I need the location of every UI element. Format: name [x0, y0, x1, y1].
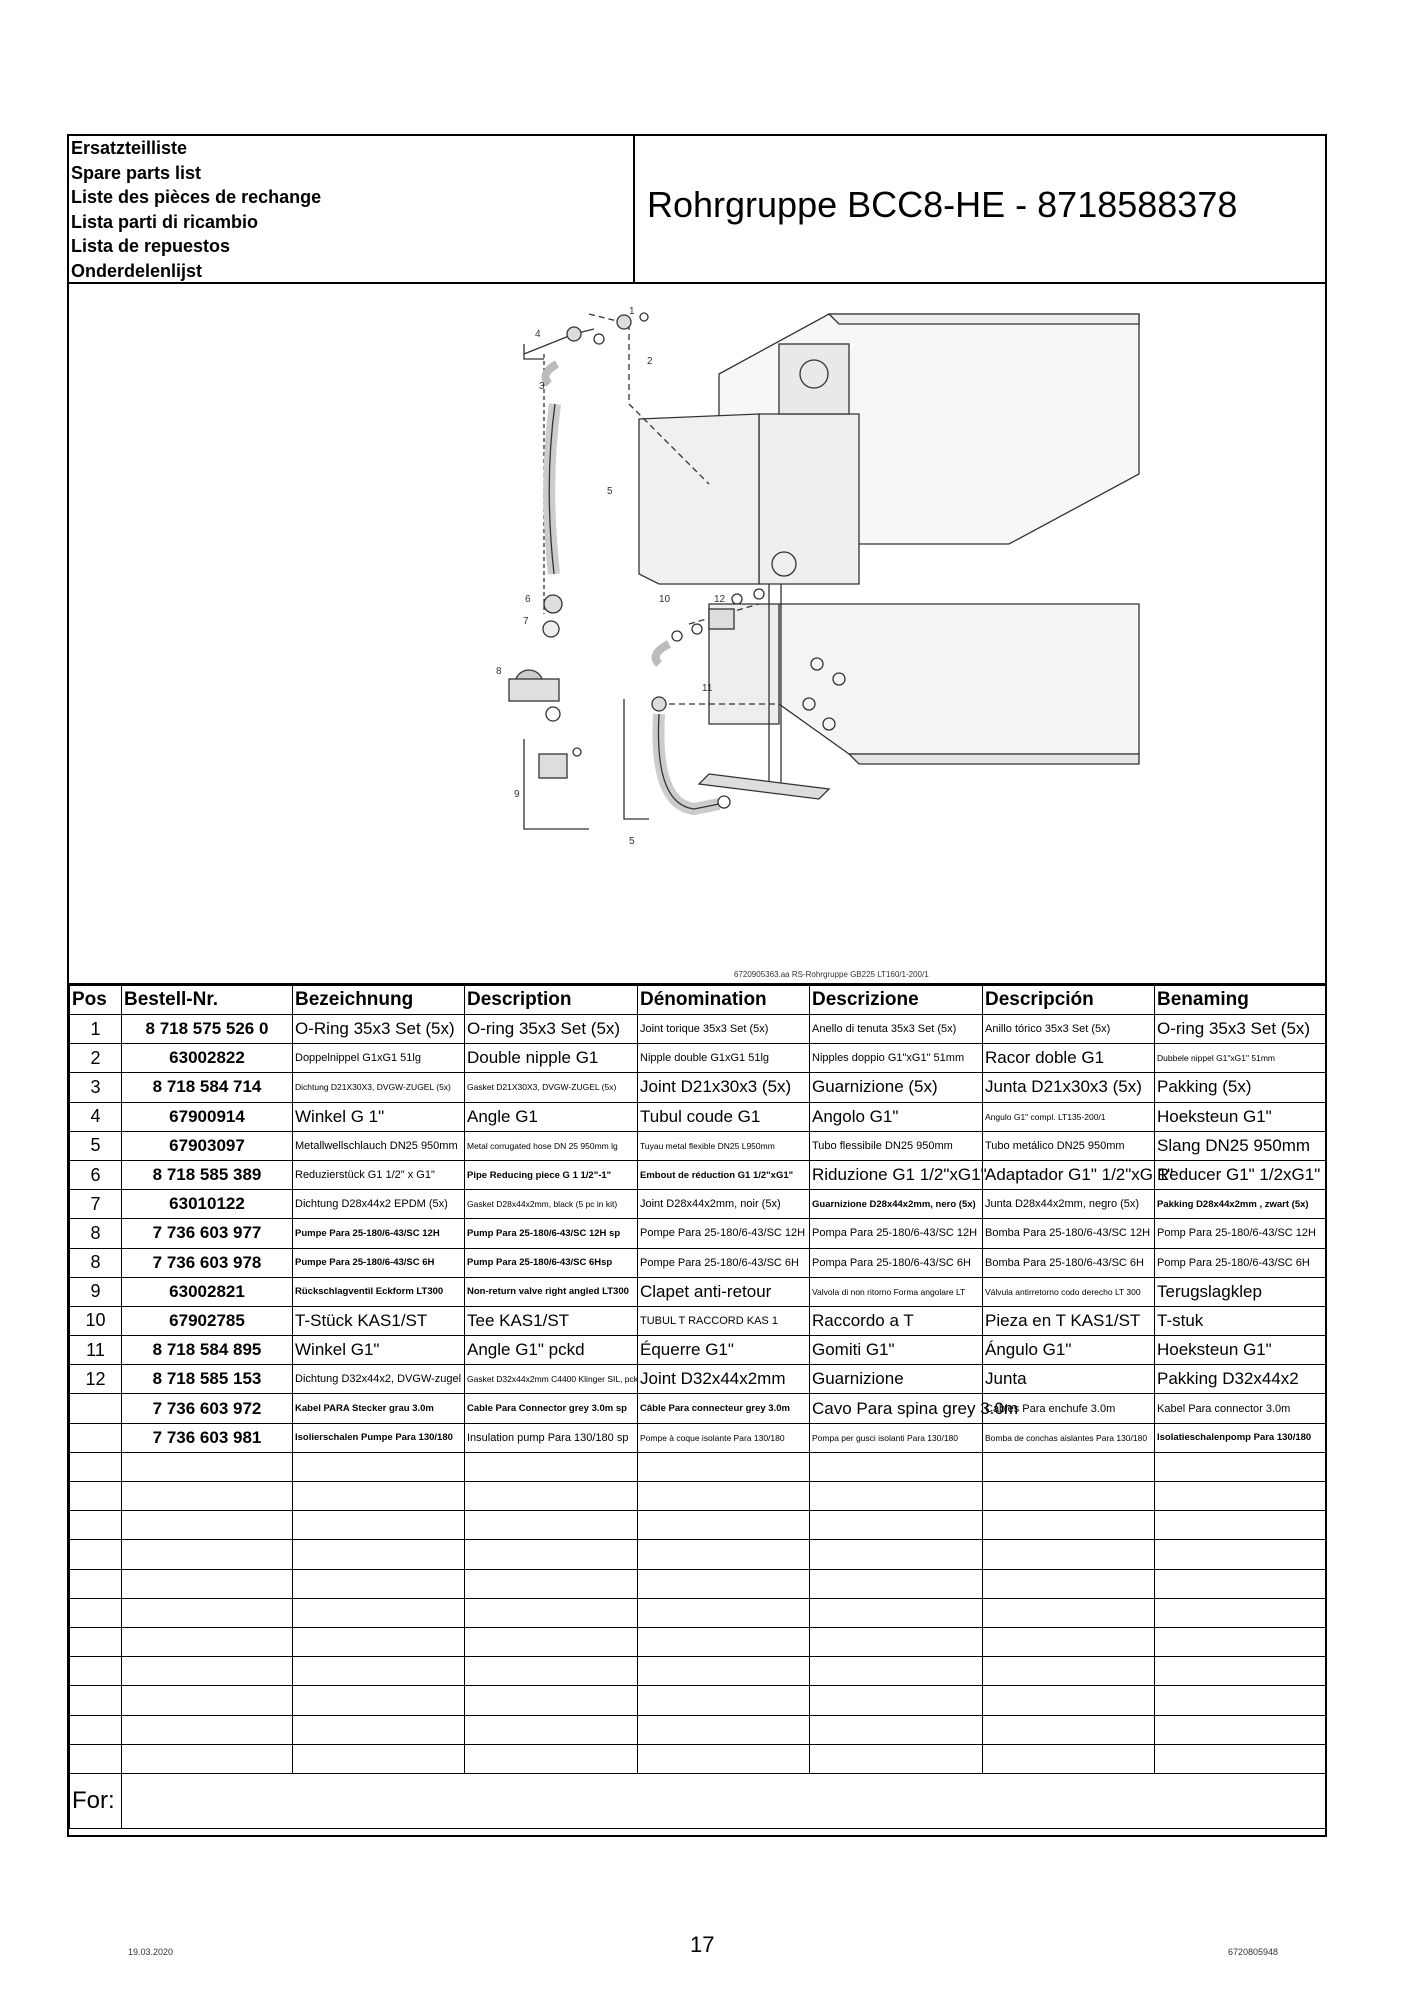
col-header-fr: Dénomination	[638, 986, 810, 1015]
callout-8: 8	[496, 666, 502, 677]
cell-de: Isolierschalen Pumpe Para 130/180	[293, 1423, 465, 1452]
empty-cell	[70, 1569, 122, 1598]
empty-cell	[638, 1569, 810, 1598]
parts-table	[69, 985, 1326, 1829]
cell-it: Guarnizione (5x)	[810, 1073, 983, 1102]
empty-cell	[122, 1569, 293, 1598]
cell-pos: 8	[70, 1219, 122, 1248]
cell-pos: 11	[70, 1336, 122, 1365]
empty-row	[70, 1627, 1326, 1656]
cell-fr: Tubul coude G1	[638, 1102, 810, 1131]
table-row	[70, 1277, 1326, 1306]
cell-pos: 3	[70, 1073, 122, 1102]
cell-pos: 10	[70, 1306, 122, 1335]
cell-nr: 8 718 584 895	[122, 1336, 293, 1365]
cell-nr: 63002822	[122, 1044, 293, 1073]
cell-fr: TUBUL T RACCORD KAS 1	[638, 1306, 810, 1335]
cell-nl: Kabel Para connector 3.0m	[1155, 1394, 1326, 1423]
empty-cell	[70, 1715, 122, 1744]
cell-de: Pumpe Para 25-180/6-43/SC 6H	[293, 1248, 465, 1277]
empty-cell	[70, 1482, 122, 1511]
cell-de: Metallwellschlauch DN25 950mm	[293, 1131, 465, 1160]
for-label: For:	[70, 1773, 122, 1828]
empty-cell	[122, 1715, 293, 1744]
parts-sheet	[67, 134, 1327, 1837]
empty-row	[70, 1540, 1326, 1569]
empty-cell	[70, 1657, 122, 1686]
table-row	[70, 1336, 1326, 1365]
cell-de: O-Ring 35x3 Set (5x)	[293, 1015, 465, 1044]
cell-nr: 7 736 603 978	[122, 1248, 293, 1277]
col-header-de: Bezeichnung	[293, 986, 465, 1015]
empty-cell	[122, 1511, 293, 1540]
empty-cell	[70, 1598, 122, 1627]
cell-nl: Dubbele nippel G1"xG1" 51mm	[1155, 1044, 1326, 1073]
empty-cell	[465, 1482, 638, 1511]
cell-nr: 8 718 585 389	[122, 1160, 293, 1189]
empty-cell	[983, 1452, 1155, 1481]
empty-row	[70, 1482, 1326, 1511]
empty-row	[70, 1686, 1326, 1715]
callout-7a: 7	[523, 616, 529, 627]
cell-de: Pumpe Para 25-180/6-43/SC 12H	[293, 1219, 465, 1248]
cell-nl: Pakking D28x44x2mm , zwart (5x)	[1155, 1190, 1326, 1219]
cell-nl: Hoeksteun G1"	[1155, 1102, 1326, 1131]
callout-3a: 3	[539, 381, 545, 392]
cell-nr: 63010122	[122, 1190, 293, 1219]
cell-es: Racor doble G1	[983, 1044, 1155, 1073]
lang-de: Ersatzteilliste	[71, 138, 188, 158]
lang-it: Lista parti di ricambio	[71, 211, 259, 232]
cell-es: Junta D21x30x3 (5x)	[983, 1073, 1155, 1102]
callout-10: 10	[659, 594, 671, 605]
cell-de: Rückschlagventil Eckform LT300	[293, 1277, 465, 1306]
cell-it: Nipples doppio G1"xG1" 51mm	[810, 1044, 983, 1073]
exploded-view-illustration	[69, 284, 1325, 983]
empty-row	[70, 1511, 1326, 1540]
cell-en: Angle G1" pckd	[465, 1336, 638, 1365]
callout-5b: 5	[629, 836, 635, 847]
exploded-drawing	[69, 284, 1325, 985]
cell-pos: 7	[70, 1190, 122, 1219]
cell-fr: Pompe à coque isolante Para 130/180	[638, 1423, 810, 1452]
empty-cell	[465, 1715, 638, 1744]
col-header-es: Descripción	[983, 986, 1155, 1015]
cell-en: Double nipple G1	[465, 1044, 638, 1073]
col-header-order-no: Bestell-Nr.	[122, 986, 293, 1015]
lang-en: Spare parts list	[71, 162, 202, 183]
empty-cell	[293, 1598, 465, 1627]
cell-es: Bomba de conchas aislantes Para 130/180	[983, 1423, 1155, 1452]
cell-pos	[70, 1423, 122, 1452]
callout-11: 11	[702, 683, 713, 694]
cell-de: Kabel PARA Stecker grau 3.0m	[293, 1394, 465, 1423]
lang-es: Lista de repuestos	[71, 236, 231, 257]
empty-cell	[983, 1569, 1155, 1598]
empty-cell	[293, 1540, 465, 1569]
cell-fr: Joint D28x44x2mm, noir (5x)	[638, 1190, 810, 1219]
cell-es: Adaptador G1" 1/2"xG 1"	[983, 1160, 1155, 1189]
empty-cell	[465, 1598, 638, 1627]
col-header-pos: Pos	[70, 986, 122, 1015]
empty-cell	[638, 1627, 810, 1656]
cell-fr: Joint D21x30x3 (5x)	[638, 1073, 810, 1102]
empty-cell	[465, 1744, 638, 1773]
cell-de: Dichtung D32x44x2, DVGW-zugel	[293, 1365, 465, 1394]
cell-nr: 8 718 585 153	[122, 1365, 293, 1394]
cell-fr: Joint torique 35x3 Set (5x)	[638, 1015, 810, 1044]
cell-pos: 6	[70, 1160, 122, 1189]
cell-it: Valvola di non ritorno Forma angolare LT	[810, 1277, 983, 1306]
empty-cell	[1155, 1657, 1326, 1686]
empty-cell	[293, 1482, 465, 1511]
cell-de: Dichtung D21X30X3, DVGW-ZUGEL (5x)	[293, 1073, 465, 1102]
empty-cell	[638, 1511, 810, 1540]
empty-cell	[810, 1627, 983, 1656]
table-row	[70, 1160, 1326, 1189]
empty-cell	[810, 1569, 983, 1598]
parts-table-body	[70, 986, 1326, 1829]
empty-cell	[293, 1452, 465, 1481]
cell-nr: 67900914	[122, 1102, 293, 1131]
list-title-languages	[69, 136, 635, 282]
callout-6: 6	[525, 594, 531, 605]
page-number: 17	[690, 1932, 715, 1957]
table-row	[70, 1015, 1326, 1044]
cell-pos: 4	[70, 1102, 122, 1131]
cell-nl: Pomp Para 25-180/6-43/SC 6H	[1155, 1248, 1326, 1277]
cell-fr: Pompe Para 25-180/6-43/SC 6H	[638, 1248, 810, 1277]
empty-cell	[1155, 1482, 1326, 1511]
empty-cell	[293, 1686, 465, 1715]
cell-nl: Pakking D32x44x2	[1155, 1365, 1326, 1394]
col-header-it: Descrizione	[810, 986, 983, 1015]
empty-cell	[293, 1715, 465, 1744]
empty-cell	[638, 1598, 810, 1627]
empty-cell	[1155, 1598, 1326, 1627]
callout-12: 12	[714, 594, 726, 605]
cell-en: Tee KAS1/ST	[465, 1306, 638, 1335]
cell-nr: 8 718 584 714	[122, 1073, 293, 1102]
empty-cell	[983, 1686, 1155, 1715]
empty-cell	[70, 1540, 122, 1569]
col-header-nl: Benaming	[1155, 986, 1326, 1015]
table-row	[70, 1102, 1326, 1131]
empty-cell	[1155, 1569, 1326, 1598]
lang-nl: Onderdelenlijst	[71, 260, 203, 281]
cell-en: Insulation pump Para 130/180 sp	[465, 1423, 638, 1452]
cell-es: Angulo G1" compl. LT135-200/1	[983, 1102, 1155, 1131]
empty-cell	[465, 1569, 638, 1598]
cell-fr: Câble Para connecteur grey 3.0m	[638, 1394, 810, 1423]
callout-9: 9	[514, 789, 520, 800]
cell-pos: 12	[70, 1365, 122, 1394]
empty-cell	[638, 1540, 810, 1569]
empty-cell	[983, 1627, 1155, 1656]
cell-fr: Équerre G1"	[638, 1336, 810, 1365]
empty-cell	[293, 1569, 465, 1598]
cell-es: Válvula antirretorno codo derecho LT 300	[983, 1277, 1155, 1306]
cell-nl: Reducer G1" 1/2xG1"	[1155, 1160, 1326, 1189]
empty-cell	[983, 1482, 1155, 1511]
empty-cell	[810, 1482, 983, 1511]
empty-cell	[983, 1715, 1155, 1744]
table-row	[70, 1044, 1326, 1073]
cell-es: Tubo metálico DN25 950mm	[983, 1131, 1155, 1160]
empty-row	[70, 1598, 1326, 1627]
footer-date: 19.03.2020	[128, 1947, 174, 1957]
cell-es: Junta	[983, 1365, 1155, 1394]
cell-nr: 63002821	[122, 1277, 293, 1306]
empty-cell	[293, 1657, 465, 1686]
empty-cell	[983, 1744, 1155, 1773]
empty-cell	[810, 1686, 983, 1715]
empty-cell	[638, 1686, 810, 1715]
empty-cell	[122, 1598, 293, 1627]
cell-it: Raccordo a T	[810, 1306, 983, 1335]
empty-row	[70, 1657, 1326, 1686]
cell-en: Gasket D28x44x2mm, black (5 pc in kit)	[465, 1190, 638, 1219]
cell-pos: 8	[70, 1248, 122, 1277]
cell-es: Cables Para enchufe 3.0m	[983, 1394, 1155, 1423]
callout-1: 1	[629, 306, 635, 317]
empty-cell	[810, 1715, 983, 1744]
cell-nr: 67903097	[122, 1131, 293, 1160]
cell-nl: Hoeksteun G1"	[1155, 1336, 1326, 1365]
cell-it: Cavo Para spina grey 3.0m	[810, 1394, 983, 1423]
for-field[interactable]	[122, 1773, 1326, 1828]
table-header-row	[70, 986, 1326, 1015]
empty-cell	[638, 1452, 810, 1481]
cell-es: Anillo tórico 35x3 Set (5x)	[983, 1015, 1155, 1044]
lang-fr: Liste des pièces de rechange	[71, 187, 322, 208]
document-code: 6720805948	[1228, 1947, 1279, 1957]
empty-row	[70, 1715, 1326, 1744]
empty-cell	[983, 1540, 1155, 1569]
empty-row	[70, 1569, 1326, 1598]
empty-cell	[70, 1627, 122, 1656]
cell-it: Guarnizione D28x44x2mm, nero (5x)	[810, 1190, 983, 1219]
cell-es: Junta D28x44x2mm, negro (5x)	[983, 1190, 1155, 1219]
table-row	[70, 1365, 1326, 1394]
table-row	[70, 1073, 1326, 1102]
empty-cell	[983, 1511, 1155, 1540]
empty-cell	[122, 1627, 293, 1656]
cell-de: Doppelnippel G1xG1 51lg	[293, 1044, 465, 1073]
cell-en: Pump Para 25-180/6-43/SC 12H sp	[465, 1219, 638, 1248]
callout-5a: 5	[607, 486, 613, 497]
cell-nl: O-ring 35x3 Set (5x)	[1155, 1015, 1326, 1044]
table-row	[70, 1219, 1326, 1248]
cell-it: Pompa per gusci isolanti Para 130/180	[810, 1423, 983, 1452]
cell-es: Bomba Para 25-180/6-43/SC 12H	[983, 1219, 1155, 1248]
empty-cell	[638, 1482, 810, 1511]
cell-it: Pompa Para 25-180/6-43/SC 12H	[810, 1219, 983, 1248]
cell-de: Reduzierstück G1 1/2" x G1"	[293, 1160, 465, 1189]
cell-fr: Embout de réduction G1 1/2"xG1"	[638, 1160, 810, 1189]
cell-it: Pompa Para 25-180/6-43/SC 6H	[810, 1248, 983, 1277]
cell-de: Winkel G 1"	[293, 1102, 465, 1131]
empty-cell	[70, 1452, 122, 1481]
empty-cell	[983, 1598, 1155, 1627]
cell-nl: Pakking (5x)	[1155, 1073, 1326, 1102]
empty-cell	[1155, 1686, 1326, 1715]
empty-row	[70, 1452, 1326, 1481]
cell-it: Anello di tenuta 35x3 Set (5x)	[810, 1015, 983, 1044]
product-title: Rohrgruppe BCC8-HE - 8718588378	[647, 184, 1238, 225]
cell-nr: 7 736 603 972	[122, 1394, 293, 1423]
cell-pos: 9	[70, 1277, 122, 1306]
cell-de: T-Stück KAS1/ST	[293, 1306, 465, 1335]
empty-cell	[1155, 1715, 1326, 1744]
cell-it: Angolo G1"	[810, 1102, 983, 1131]
empty-cell	[122, 1540, 293, 1569]
cell-nl: Pomp Para 25-180/6-43/SC 12H	[1155, 1219, 1326, 1248]
empty-cell	[122, 1686, 293, 1715]
cell-en: Metal corrugated hose DN 25 950mm lg	[465, 1131, 638, 1160]
table-row	[70, 1306, 1326, 1335]
cell-en: Pump Para 25-180/6-43/SC 6Hsp	[465, 1248, 638, 1277]
empty-cell	[465, 1627, 638, 1656]
table-row	[70, 1131, 1326, 1160]
empty-cell	[465, 1540, 638, 1569]
cell-es: Pieza en T KAS1/ST	[983, 1306, 1155, 1335]
cell-de: Dichtung D28x44x2 EPDM (5x)	[293, 1190, 465, 1219]
cell-fr: Clapet anti-retour	[638, 1277, 810, 1306]
cell-nl: T-stuk	[1155, 1306, 1326, 1335]
cell-es: Bomba Para 25-180/6-43/SC 6H	[983, 1248, 1155, 1277]
table-row	[70, 1190, 1326, 1219]
cell-pos: 1	[70, 1015, 122, 1044]
col-header-en: Description	[465, 986, 638, 1015]
empty-cell	[1155, 1744, 1326, 1773]
empty-cell	[1155, 1540, 1326, 1569]
empty-cell	[122, 1452, 293, 1481]
empty-cell	[810, 1540, 983, 1569]
cell-it: Tubo flessibile DN25 950mm	[810, 1131, 983, 1160]
empty-cell	[638, 1744, 810, 1773]
empty-cell	[465, 1657, 638, 1686]
empty-cell	[638, 1657, 810, 1686]
empty-cell	[70, 1511, 122, 1540]
table-row	[70, 1248, 1326, 1277]
cell-nr: 7 736 603 977	[122, 1219, 293, 1248]
cell-en: Angle G1	[465, 1102, 638, 1131]
cell-nl: Terugslagklep	[1155, 1277, 1326, 1306]
empty-row	[70, 1744, 1326, 1773]
cell-pos: 5	[70, 1131, 122, 1160]
cell-fr: Nipple double G1xG1 51lg	[638, 1044, 810, 1073]
cell-it: Gomiti G1"	[810, 1336, 983, 1365]
empty-cell	[293, 1744, 465, 1773]
cell-pos: 2	[70, 1044, 122, 1073]
cell-nl: Isolatieschalenpomp Para 130/180	[1155, 1423, 1326, 1452]
cell-it: Riduzione G1 1/2"xG1"	[810, 1160, 983, 1189]
cell-pos	[70, 1394, 122, 1423]
cell-en: Non-return valve right angled LT300	[465, 1277, 638, 1306]
empty-cell	[70, 1744, 122, 1773]
cell-en: O-ring 35x3 Set (5x)	[465, 1015, 638, 1044]
empty-cell	[810, 1744, 983, 1773]
empty-cell	[293, 1627, 465, 1656]
empty-cell	[1155, 1511, 1326, 1540]
empty-cell	[122, 1744, 293, 1773]
empty-cell	[465, 1452, 638, 1481]
empty-cell	[983, 1657, 1155, 1686]
cell-it: Guarnizione	[810, 1365, 983, 1394]
cell-nl: Slang DN25 950mm	[1155, 1131, 1326, 1160]
empty-cell	[70, 1686, 122, 1715]
cell-nr: 8 718 575 526 0	[122, 1015, 293, 1044]
cell-en: Gasket D21X30X3, DVGW-ZUGEL (5x)	[465, 1073, 638, 1102]
empty-cell	[122, 1657, 293, 1686]
cell-fr: Tuyau metal flexible DN25 L950mm	[638, 1131, 810, 1160]
empty-cell	[810, 1657, 983, 1686]
cell-nr: 7 736 603 981	[122, 1423, 293, 1452]
empty-cell	[1155, 1627, 1326, 1656]
cell-en: Cable Para Connector grey 3.0m sp	[465, 1394, 638, 1423]
cell-en: Gasket D32x44x2mm C4400 Klinger SIL, pck	[465, 1365, 638, 1394]
empty-cell	[810, 1598, 983, 1627]
empty-cell	[293, 1511, 465, 1540]
cell-fr: Pompe Para 25-180/6-43/SC 12H	[638, 1219, 810, 1248]
cell-en: Pipe Reducing piece G 1 1/2"-1"	[465, 1160, 638, 1189]
cell-nr: 67902785	[122, 1306, 293, 1335]
drawing-caption: 6720905363.aa RS-Rohrgruppe GB225 LT160/1-200/1	[734, 970, 929, 979]
empty-cell	[465, 1686, 638, 1715]
callout-4: 4	[535, 329, 541, 340]
table-row	[70, 1423, 1326, 1452]
empty-cell	[638, 1715, 810, 1744]
cell-es: Ángulo G1"	[983, 1336, 1155, 1365]
empty-cell	[1155, 1452, 1326, 1481]
empty-cell	[122, 1482, 293, 1511]
sheet-header	[69, 136, 1325, 284]
empty-cell	[465, 1511, 638, 1540]
empty-cell	[810, 1452, 983, 1481]
empty-cell	[810, 1511, 983, 1540]
callout-2: 2	[647, 356, 653, 367]
for-row	[70, 1773, 1326, 1828]
cell-de: Winkel G1"	[293, 1336, 465, 1365]
cell-fr: Joint D32x44x2mm	[638, 1365, 810, 1394]
table-row	[70, 1394, 1326, 1423]
